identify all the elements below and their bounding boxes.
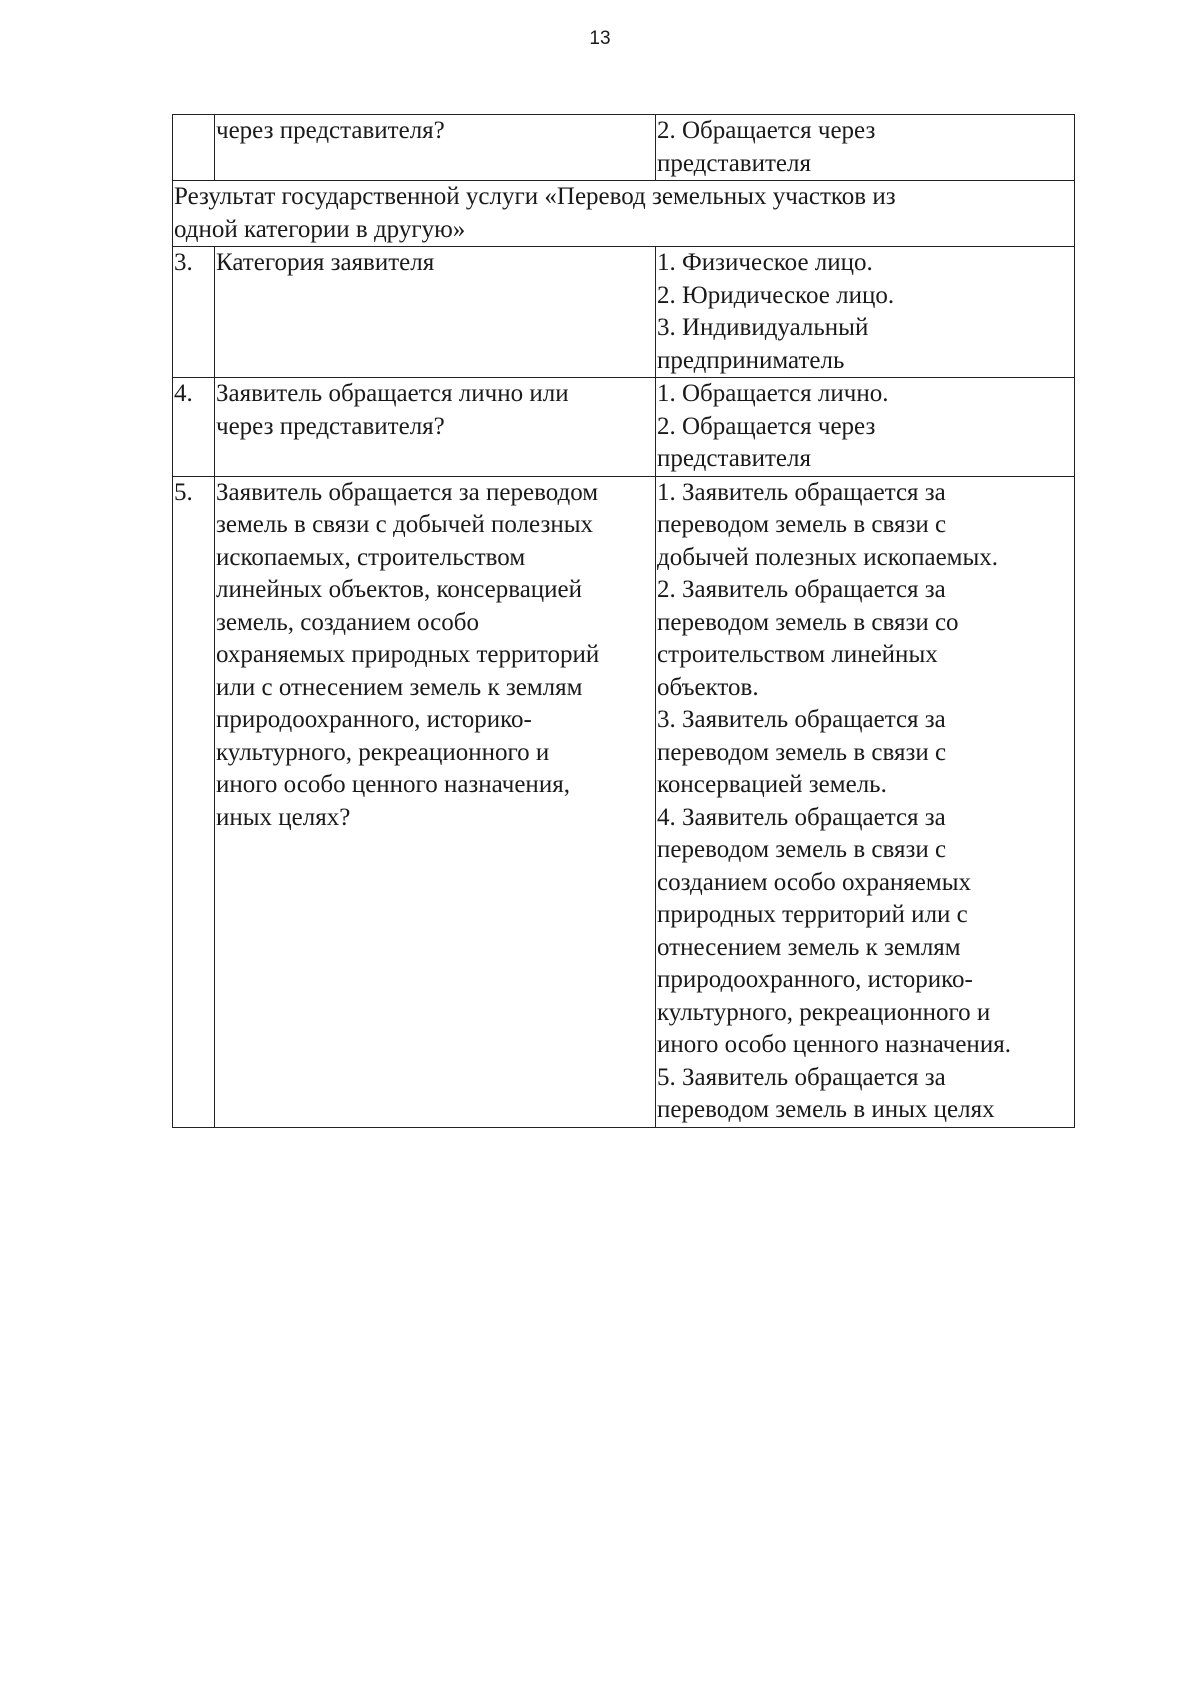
cell-text-line: переводом земель в связи со: [657, 608, 959, 636]
question-cell: [215, 378, 656, 477]
cell-text-line: охраняемых природных территорий: [216, 641, 600, 668]
cell-text-line: 2. Обращается через: [657, 117, 876, 144]
cell-text-line: или с отнесением земель к землям: [216, 673, 583, 701]
answer-cell: [656, 247, 1075, 378]
cell-text-line: линейных объектов, консервацией: [216, 576, 583, 603]
cell-text-line: 3. Заявитель обращается за: [657, 706, 946, 733]
services-table-body: [173, 115, 1075, 1128]
cell-text-line: культурного, рекреационного и: [216, 738, 550, 766]
cell-text-line: 2. Заявитель обращается за: [657, 576, 946, 603]
cell-text-line: Результат государственной услуги «Перевод земельных участков из: [174, 183, 896, 210]
cell-text-line: через представителя?: [216, 117, 445, 144]
cell-text-line: представителя: [657, 445, 811, 472]
question-cell: [215, 247, 656, 378]
cell-text-line: земель, созданием особо: [216, 608, 479, 636]
table-row: [173, 247, 1075, 378]
cell-text-line: Категория заявителя: [216, 249, 435, 276]
table-row: [173, 476, 1075, 1127]
section-heading-cell: [173, 181, 1075, 247]
cell-text-line: одной категории в другую»: [174, 215, 466, 243]
cell-text-line: 1. Обращается лично.: [657, 380, 889, 407]
cell-text-line: иного особо ценного назначения.: [657, 1031, 1011, 1058]
cell-text-line: через представителя?: [216, 412, 445, 440]
cell-text-line: предприниматель: [657, 346, 845, 374]
services-table: [172, 114, 1075, 1128]
row-number-cell: 3.: [173, 247, 215, 378]
table-section-row: [173, 181, 1075, 247]
row-number-cell: 5.: [173, 476, 215, 1127]
page-number: 13: [589, 28, 611, 49]
cell-text-line: 4. Заявитель обращается за: [657, 803, 946, 831]
cell-text-line: Заявитель обращается за переводом: [216, 478, 599, 506]
cell-text-line: добычей полезных ископаемых.: [657, 543, 999, 571]
cell-text-line: природоохранного, историко-: [657, 966, 973, 993]
cell-text-line: 1. Заявитель обращается за: [657, 478, 946, 506]
cell-text-line: иного особо ценного назначения,: [216, 771, 570, 798]
cell-text-line: переводом земель в иных целях: [657, 1096, 995, 1123]
table-row: [173, 378, 1075, 477]
cell-text-line: природоохранного, историко-: [216, 706, 532, 733]
cell-text-line: природных территорий или с: [657, 901, 968, 928]
cell-text-line: 2. Юридическое лицо.: [657, 281, 895, 309]
cell-text-line: земель в связи с добычей полезных: [216, 511, 594, 538]
row-number-cell: [173, 115, 215, 181]
answer-cell: [656, 378, 1075, 477]
cell-text-line: 2. Обращается через: [657, 412, 876, 440]
table-row-continuation: [173, 115, 1075, 181]
cell-text-line: представителя: [657, 149, 811, 177]
cell-text-line: переводом земель в связи с: [657, 738, 947, 766]
cell-text-line: строительством линейных: [657, 641, 938, 668]
cell-text-line: переводом земель в связи с: [657, 511, 947, 538]
cell-text-line: Заявитель обращается лично или: [216, 380, 569, 407]
answer-cell: [656, 115, 1075, 181]
cell-text-line: консервацией земель.: [657, 771, 887, 798]
cell-text-line: объектов.: [657, 673, 759, 701]
cell-text-line: созданием особо охраняемых: [657, 868, 972, 896]
question-cell: [215, 115, 656, 181]
cell-text-line: иных целях?: [216, 803, 351, 831]
cell-text-line: переводом земель в связи с: [657, 836, 947, 863]
cell-text-line: ископаемых, строительством: [216, 543, 526, 571]
question-cell: [215, 476, 656, 1127]
cell-text-line: отнесением земель к землям: [657, 933, 961, 961]
answer-cell: [656, 476, 1075, 1127]
cell-text-line: 3. Индивидуальный: [657, 314, 869, 341]
row-number-cell: 4.: [173, 378, 215, 477]
cell-text-line: культурного, рекреационного и: [657, 998, 991, 1026]
cell-text-line: 5. Заявитель обращается за: [657, 1063, 946, 1091]
cell-text-line: 1. Физическое лицо.: [657, 249, 873, 276]
